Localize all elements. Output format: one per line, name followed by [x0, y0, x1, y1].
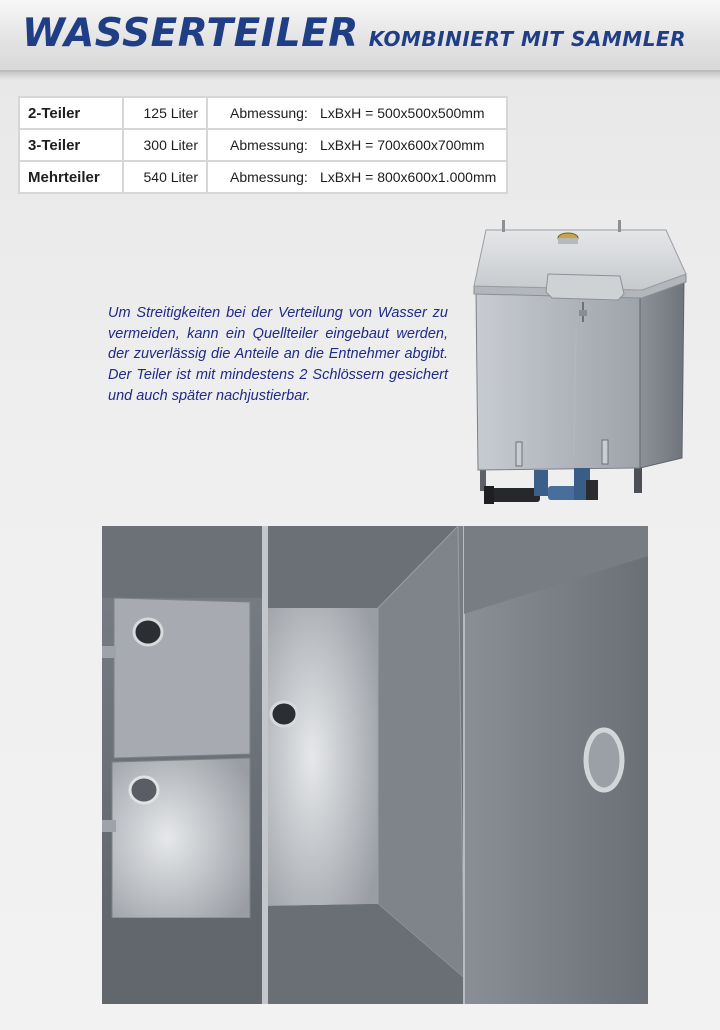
dimension-cell: [208, 130, 506, 160]
dimension-label: Abmessung:: [230, 105, 308, 121]
dimension-value: LxBxH = 500x500x500mm: [320, 105, 485, 121]
table-row: [20, 162, 506, 192]
dimension-cell: [208, 98, 506, 128]
volume-cell: 125 Liter: [124, 98, 206, 128]
title-main: WASSERTEILER: [22, 11, 359, 56]
description-text: Um Streitigkeiten bei der Verteilung von Wasser zu vermeiden, kann ein Quellteiler eingebaut werden, der zuverlässig die Anteile an die Entnehmer abgibt. Der Teiler ist mit mindestens 2 Schlössern gesichert und auch später nachjustierbar.: [108, 305, 448, 404]
type-cell: Mehrteiler: [20, 162, 122, 192]
dimension-value: LxBxH = 800x600x1.000mm: [320, 169, 497, 185]
dimension-label: Abmessung:: [230, 137, 308, 153]
specs-table: [18, 96, 508, 194]
dimension-label: Abmessung:: [230, 169, 308, 185]
header-shadow: [0, 70, 720, 80]
dimension-value: LxBxH = 700x600x700mm: [320, 137, 485, 153]
interior-photo: [102, 526, 648, 1004]
type-cell: 2-Teiler: [20, 98, 122, 128]
table-row: [20, 98, 506, 128]
page-title: [22, 11, 686, 56]
volume-cell: 540 Liter: [124, 162, 206, 192]
table-row: [20, 130, 506, 160]
title-subtitle: KOMBINIERT MIT SAMMLER: [368, 27, 686, 51]
type-cell: 3-Teiler: [20, 130, 122, 160]
volume-cell: 300 Liter: [124, 130, 206, 160]
dimension-cell: [208, 162, 506, 192]
product-photo: [470, 218, 690, 510]
